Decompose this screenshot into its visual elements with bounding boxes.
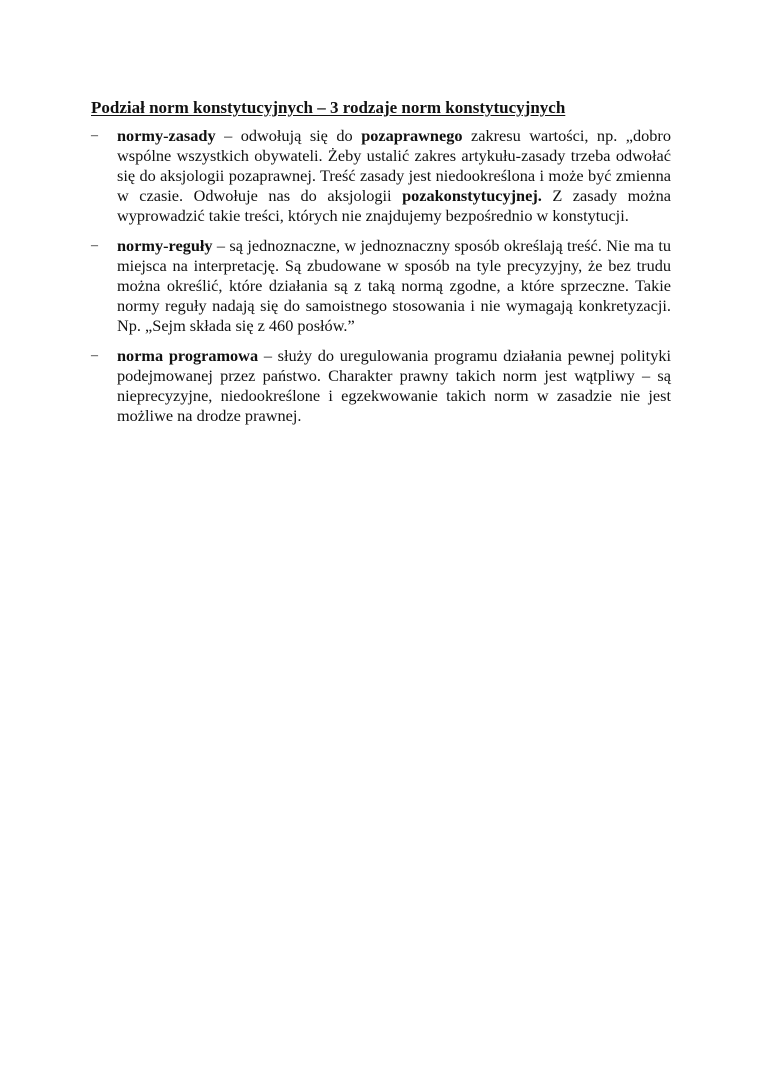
term-norma-programowa: norma programowa <box>117 346 259 365</box>
term-normy-zasady: normy-zasady <box>117 126 216 145</box>
dash-bullet-icon: – <box>91 238 98 253</box>
item-text: zakresu wartości, np. „dobro wspólne wszystkich obywateli. Żeby ustalić zakres artykułu-zasady trzeba odwołać się do aksjologii pozaprawnej. Treść zasady jest niedookreślona i może być zmienna w czasie. Odwołuje nas do aksjologii <box>117 126 671 205</box>
list-item-norma-programowa <box>91 346 671 426</box>
list-item-normy-reguly <box>91 236 671 336</box>
item-text: – są jednoznaczne, w jednoznaczny sposób określają treść. Nie ma tu miejsca na interpretację. Są zbudowane w sposób na tyle precyzyjny, że bez trudu można określić, które działania są z taką normą zgodne, a które sprzeczne. Takie normy reguły nadają się do samoistnego stosowania i nie wymagają konkretyzacji. Np. „Sejm składa się z 460 posłów.” <box>117 236 671 335</box>
item-text: – odwołują się do <box>215 126 362 145</box>
term-normy-reguly: normy-reguły <box>117 236 213 255</box>
item-text: – służy do uregulowania programu działania pewnej polityki podejmowanej przez państwo. Charakter prawny takich norm jest wątpliwy – są nieprecyzyjne, niedookreślone i egzekwowanie takich norm w zasadzie nie jest możliwe na drodze prawnej. <box>117 346 672 425</box>
dash-bullet-icon: – <box>91 348 98 363</box>
dash-bullet-icon: – <box>91 128 98 143</box>
norm-types-list <box>91 126 671 436</box>
item-text: Z zasady można wyprowadzić takie treści, których nie znajdujemy bezpośrednio w konstytucji. <box>117 186 671 225</box>
page-title: Podział norm konstytucyjnych – 3 rodzaje norm konstytucyjnych <box>91 98 566 117</box>
list-item-normy-zasady <box>91 126 671 226</box>
bold-term: pozaprawnego <box>361 126 463 145</box>
bold-term: pozakonstytucyjnej. <box>402 186 542 205</box>
